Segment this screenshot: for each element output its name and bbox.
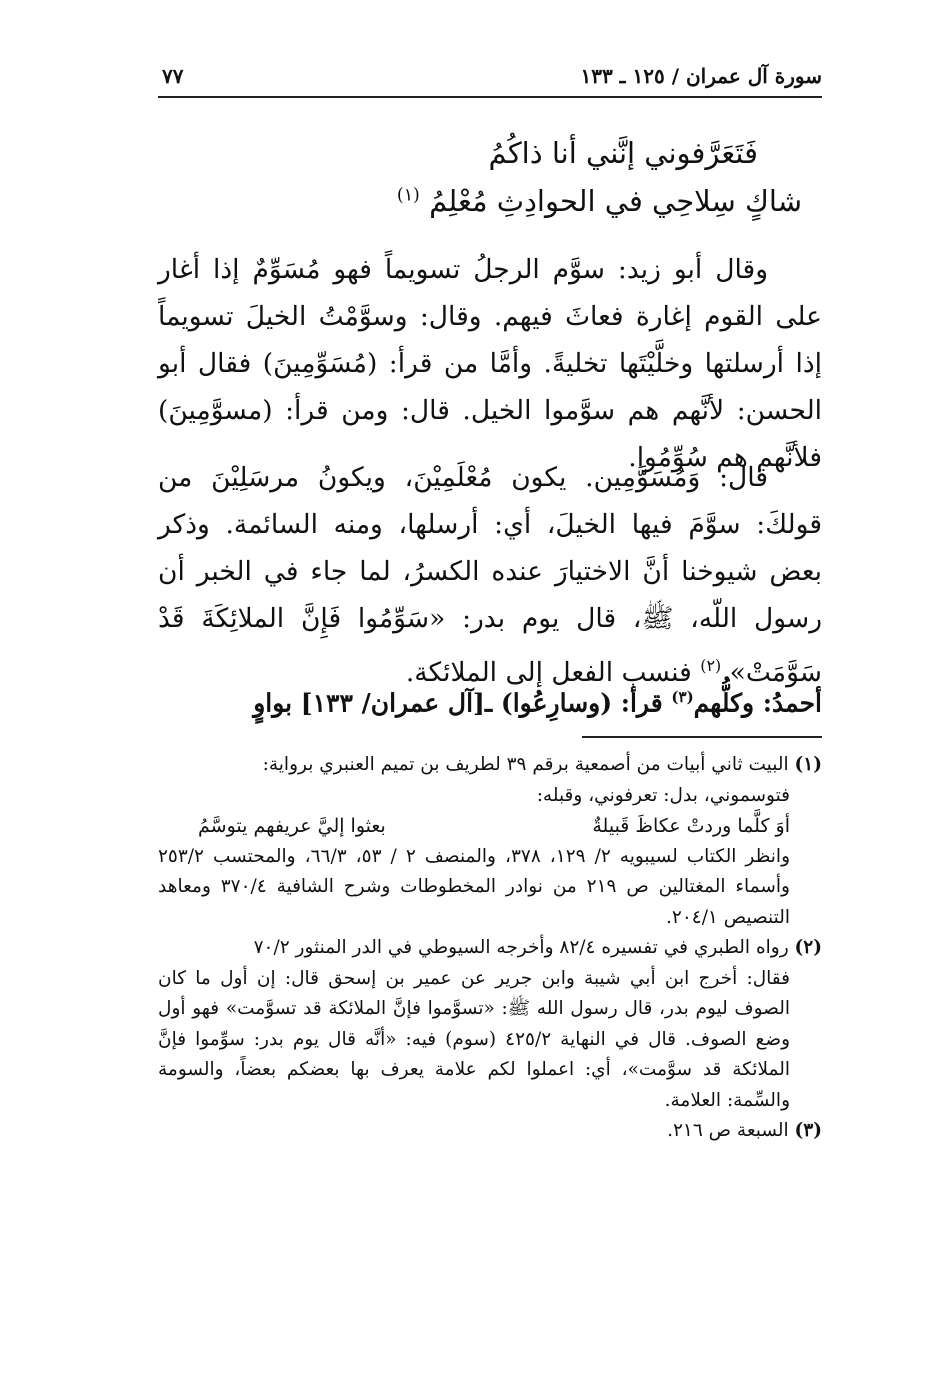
footnote-2-number: (٢): [794, 937, 822, 958]
page-number: ٧٧: [162, 64, 184, 88]
verse-line-2-text: شاكٍ سِلاحِي في الحوادِثِ مُعْلِمُ: [429, 184, 802, 218]
footnote-ref-1: (١): [396, 185, 420, 206]
verse-line-2: [397, 184, 802, 218]
poem-second-hemistich: بعثوا إليَّ عريفهم يتوسَّمُ: [198, 815, 386, 837]
footnote-2-first-line: [158, 933, 822, 964]
footnote-2-text: رواه الطبري في تفسيره ٨٢/٤ وأخرجه السيوطي في الدر المنثور ٧٠/٢: [253, 937, 789, 958]
footnote-3: [158, 1116, 822, 1147]
footnote-2: [158, 933, 822, 1116]
footnote-separator: [582, 736, 822, 738]
footnote-1-first-line: [158, 750, 822, 781]
page-header: [158, 56, 822, 98]
paragraph-1: وقال أبو زيد: سوَّم الرجلُ تسويماً فهو مُسَوِّمٌ إذا أغار على القوم إغارة فعاثَ فيهم. وقال: وسوَّمْتُ الخيلَ تسويماً إذا أرسلتها وخلَّيْتَها تخليةً. وأمَّا من قرأ: (مُسَوِّمِينَ) فقال أبو الحسن: لأنَّهم هم سوَّموا الخيل. قال: ومن قرأ: (مسوَّمِينَ) فلأنَّهم هم سُوِّمُوا.: [158, 254, 822, 473]
footnote-3-text: السبعة ص ٢١٦.: [667, 1120, 789, 1141]
poem-first-hemistich: أوَ كلَّما وردتْ عكاظَ قَبيلةٌ: [592, 815, 790, 837]
footnote-1-line-2: فتوسموني، بدل: تعرفوني، وقبله:: [536, 784, 790, 806]
paragraph-2-ending: فنسب الفعل إلى الملائكة.: [405, 656, 692, 688]
footnote-1-references: وانظر الكتاب لسيبويه ٢/ ١٢٩، ٣٧٨، والمنصف ٢ / ٥٣، ٦٦/٣، والمحتسب ٢٥٣/٢ وأسماء المغتالين ص ٢١٩ من نوادر المخطوطات وشرح الشافية ٣٧٠/٤ ومعاهد التنصيص ٢٠٤/١.: [158, 845, 791, 928]
running-title: سورة آل عمران / ١٢٥ ـ ١٣٣: [580, 64, 822, 88]
footnote-1-poem: [158, 811, 822, 842]
footnote-1-number: (١): [794, 754, 822, 775]
footnote-ref-3: (٣): [671, 688, 694, 706]
heading-start: أحمدُ: وكلُّهم: [693, 688, 822, 718]
footnote-ref-2: (٢): [700, 656, 722, 675]
book-page: [158, 56, 822, 1296]
reading-heading: [253, 688, 822, 717]
paragraph-2-text: قال: وَمُسَوَّمِين. يكون مُعْلَمِيْنَ، ويكونُ مرسَلِيْنَ من قولكَ: سوَّمَ فيها الخيلَ، أي: أرسلها، ومنه السائمة. وذكر بعض شيوخنا أنَّ الاختيارَ عنده الكسرُ، لما جاء في الخبر أن رسول اللّه، ﷺ، قال يوم بدر: «سَوِّمُوا فَإِنَّ الملائِكَةَ قَدْ سَوَّمَتْ»: [158, 462, 822, 688]
footnote-1: [158, 750, 822, 933]
heading-end: قرأ: (وسارِعُوا) ـ[آل عمران/ ١٣٣] بواوٍ: [253, 688, 663, 718]
footnote-2-body: فقال: أخرج ابن أبي شيبة وابن جرير عن عمير بن إسحق قال: إن أول ما كان الصوف ليوم بدر، قال رسول الله ﷺ: «تسوَّموا فإنَّ الملائكة قد تسوَّمت» فهو أول وضع الصوف. قال في النهاية ٤٢٥/٢ (سوم) فيه: «أنَّه قال يوم بدر: سوِّموا فإنَّ الملائكة قد سوَّمت»، أي: اعملوا لكم علامة يعرف بها بعضكم بعضاً، والسومة والسِّمة: العلامة.: [158, 967, 790, 1111]
footnote-1-text: البيت ثاني أبيات من أصمعية برقم ٣٩ لطريف بن تميم العنبري برواية:: [262, 754, 789, 775]
footnote-3-number: (٣): [794, 1120, 822, 1141]
verse-line-1: فَتَعَرَّفوني إنَّني أنا ذاكُمُ: [488, 136, 758, 170]
footnotes: [158, 750, 822, 1147]
paragraph-2: [158, 454, 822, 696]
